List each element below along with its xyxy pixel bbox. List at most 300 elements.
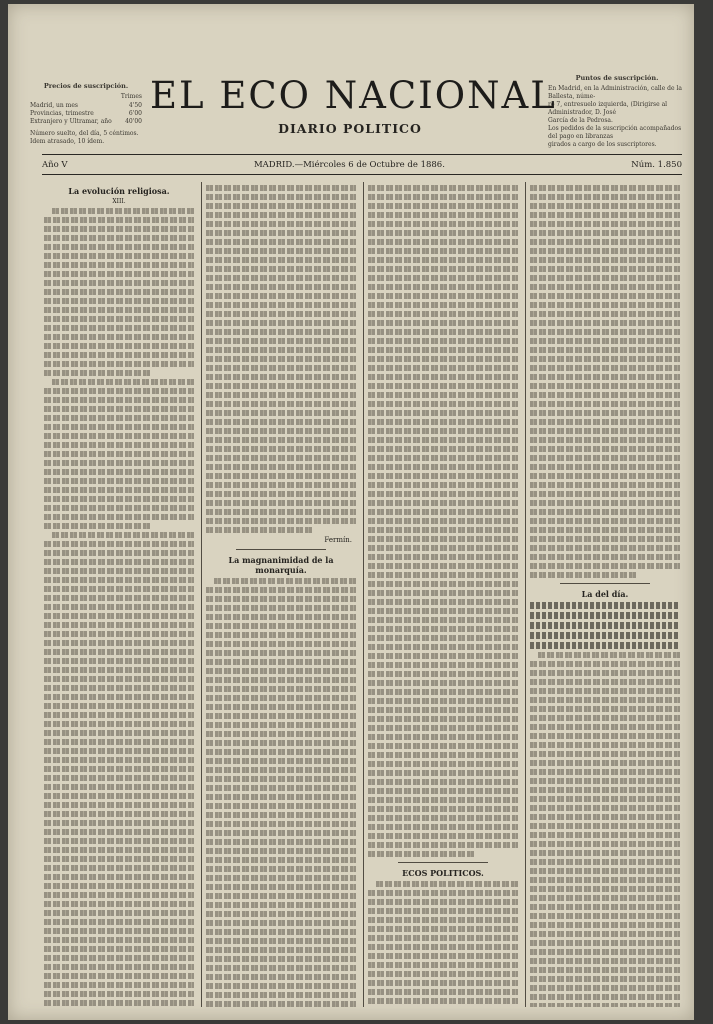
text-line [368,392,518,398]
text-line [368,797,518,803]
price-note: Número suelto, del día, 5 céntimos. [30,130,139,137]
text-line [368,998,518,1004]
text-line [530,967,680,973]
text-line [368,239,518,245]
text-line [44,820,194,826]
text-line [368,662,518,668]
article-body [206,578,356,1007]
text-line [206,194,356,200]
text-line [368,482,518,488]
text-line [368,545,518,551]
text-line [368,473,518,479]
text-line [44,937,194,943]
text-line [44,676,194,682]
text-line [530,554,680,560]
text-line [206,857,356,863]
text-line [530,356,680,362]
text-line [530,850,680,856]
text-line [368,653,518,659]
text-line [368,989,518,995]
subscription-points-box [548,74,686,149]
text-line [368,935,518,941]
text-line [368,554,518,560]
text-line [206,740,356,746]
newspaper-title: EL ECO NACIONAL [150,74,557,117]
text-line [206,803,356,809]
text-line [530,419,680,425]
text-line [44,217,194,223]
text-line [44,784,194,790]
text-line [206,623,356,629]
text-line [530,913,680,919]
text-line [530,796,680,802]
text-line [530,500,680,506]
text-line [206,947,356,953]
text-line [206,632,356,638]
text-line [368,419,518,425]
text-line [530,266,680,272]
text-line [368,203,518,209]
article-columns [42,182,686,1007]
text-line [44,523,152,529]
text-line [44,847,194,853]
text-line [206,365,356,371]
text-line [206,929,356,935]
text-line [206,203,356,209]
newspaper-page [8,4,694,1020]
text-line [44,478,194,484]
text-line [368,230,518,236]
text-line [530,410,680,416]
text-line [44,775,194,781]
text-line [530,994,680,1000]
text-line [44,703,194,709]
text-line [530,661,680,667]
text-line [368,734,518,740]
text-line [44,343,194,349]
text-line [530,814,680,820]
text-line [44,649,194,655]
text-line [530,221,680,227]
text-line [52,532,194,538]
issue-date: MADRID.—Miércoles 6 de Octubre de 1886. [253,160,445,170]
text-line [206,428,356,434]
text-line [368,725,518,731]
text-line [368,971,518,977]
text-line [44,577,194,583]
text-line [530,688,680,694]
text-line [44,892,194,898]
text-line [206,500,356,506]
text-line [530,383,680,389]
text-line [44,406,194,412]
text-line [368,824,518,830]
article-separator [236,549,326,550]
text-line [368,833,518,839]
text-line [530,940,680,946]
text-line [530,347,680,353]
text-line [206,839,356,845]
article-body [530,602,680,1007]
text-line [368,752,518,758]
text-line [530,697,680,703]
text-line [530,602,680,609]
text-line [530,239,680,245]
text-line [44,955,194,961]
text-line [368,635,518,641]
subscription-points-line: En Madrid, en la Administración, calle de la Ballesta, núme- [548,85,682,100]
text-line [530,428,680,434]
text-line [530,823,680,829]
text-line [530,320,680,326]
text-line [530,949,680,955]
article-title: ECOS POLITICOS. [402,868,484,878]
article-body [368,881,518,1007]
text-line [206,212,356,218]
text-line [206,911,356,917]
text-line [44,667,194,673]
text-line [368,347,518,353]
text-line [368,572,518,578]
text-line [530,751,680,757]
text-line [368,842,518,848]
text-line [368,185,518,191]
text-line [206,992,356,998]
text-line [368,599,518,605]
text-line [368,617,518,623]
text-line [44,541,194,547]
text-line [368,908,518,914]
text-line [368,509,518,515]
text-line [530,612,680,619]
text-line [206,185,356,191]
text-line [530,787,680,793]
text-line [530,527,680,533]
text-line [206,785,356,791]
text-line [206,749,356,755]
text-line [530,275,680,281]
text-line [368,953,518,959]
text-line [368,455,518,461]
text-line [530,724,680,730]
text-line [206,866,356,872]
text-line [206,605,356,611]
text-line [368,899,518,905]
text-line [44,316,194,322]
text-line [44,388,194,394]
text-line [538,652,680,658]
text-line [368,446,518,452]
header-rule [42,154,682,155]
header-rule [42,174,682,175]
text-line [206,518,356,524]
text-line [206,374,356,380]
text-line [206,830,356,836]
text-line [44,451,194,457]
text-line [206,596,356,602]
text-line [44,370,152,376]
article-body [530,185,680,578]
text-line [206,902,356,908]
text-line [368,374,518,380]
text-line [530,670,680,676]
text-line [368,401,518,407]
text-line [44,901,194,907]
text-line [206,686,356,692]
text-line [206,1001,356,1007]
text-line [44,226,194,232]
text-line [44,352,194,358]
text-line [44,640,194,646]
text-line [368,626,518,632]
text-line [530,311,680,317]
text-line [44,658,194,664]
text-line [368,311,518,317]
text-line [530,338,680,344]
text-line [368,284,518,290]
text-line [44,280,194,286]
column-1 [44,182,194,1007]
text-line [206,920,356,926]
text-line [44,595,194,601]
text-line [368,536,518,542]
issue-year: Año V [42,160,68,170]
text-line [44,325,194,331]
text-line [368,266,518,272]
column-rule [201,182,202,1007]
masthead-area [8,4,694,179]
text-line [206,509,356,515]
text-line [206,821,356,827]
text-line [206,347,356,353]
text-line [52,208,194,214]
text-line [206,419,356,425]
text-line [368,491,518,497]
text-line [368,944,518,950]
text-line [368,806,518,812]
text-line [368,716,518,722]
subscription-points-line: ro 7, entresuelo izquierda, (Dirigirse al Administrador, D. José [548,101,668,116]
text-line [206,695,356,701]
text-line [44,811,194,817]
text-line [530,622,680,629]
text-line [44,397,194,403]
text-line [530,832,680,838]
text-line [530,877,680,883]
price-column-label: Trimes [120,93,142,100]
article-title: La evolución religiosa. [68,186,170,196]
text-line [206,848,356,854]
text-line [206,410,356,416]
text-line [44,685,194,691]
newspaper-subtitle: DIARIO POLITICO [278,121,422,136]
text-line [530,632,680,639]
text-line [44,253,194,259]
text-line [206,713,356,719]
text-line [530,365,680,371]
text-line [44,739,194,745]
article-body [206,185,356,533]
text-line [206,704,356,710]
text-line [44,910,194,916]
text-line [368,527,518,533]
column-rule [525,182,526,1007]
text-line [44,361,194,367]
text-line [368,890,518,896]
text-line [530,931,680,937]
text-line [44,415,194,421]
text-line [368,428,518,434]
text-line [530,895,680,901]
text-line [44,469,194,475]
issue-info-line [42,160,682,170]
text-line [44,235,194,241]
text-line [530,563,680,569]
text-line [368,464,518,470]
text-line [206,230,356,236]
text-line [44,721,194,727]
text-line [530,329,680,335]
text-line [44,442,194,448]
text-line [206,473,356,479]
text-line [530,455,680,461]
text-line [44,262,194,268]
text-line [206,614,356,620]
text-line [530,733,680,739]
text-line [530,904,680,910]
text-line [368,590,518,596]
text-line [206,722,356,728]
text-line [44,568,194,574]
text-line [368,383,518,389]
column-4 [530,182,680,1007]
text-line [206,974,356,980]
text-line [530,985,680,991]
subscription-prices-box [30,82,142,146]
text-line [530,679,680,685]
text-line [530,194,680,200]
text-line [368,779,518,785]
text-line [530,185,680,191]
text-line [206,383,356,389]
text-line [530,464,680,470]
text-line [368,248,518,254]
text-line [206,257,356,263]
price-row: Provincias, trimestre 6'00 [30,110,142,117]
article-body [368,185,518,857]
text-line [206,776,356,782]
text-line [206,884,356,890]
subscription-points-title: Puntos de suscripción. [575,74,659,82]
text-line [368,320,518,326]
text-line [368,257,518,263]
text-line [44,766,194,772]
text-line [206,794,356,800]
issue-number: Núm. 1.850 [631,160,682,170]
text-line [368,926,518,932]
column-2 [206,182,356,1007]
text-line [206,893,356,899]
text-line [206,275,356,281]
text-line [530,1003,680,1007]
article-title: La del día. [581,589,629,599]
text-line [368,563,518,569]
text-line [530,392,680,398]
text-line [530,518,680,524]
text-line [530,841,680,847]
text-line [530,482,680,488]
text-line [530,257,680,263]
article-signature: Fermín. [324,536,352,544]
text-line [44,856,194,862]
text-line [206,284,356,290]
text-line [44,829,194,835]
text-line [44,730,194,736]
text-line [206,401,356,407]
text-line [206,983,356,989]
text-line [206,527,314,533]
text-line [44,919,194,925]
text-line [368,293,518,299]
text-line [530,976,680,982]
article-body [44,208,194,1007]
text-line [206,758,356,764]
subscription-points-line: girados a cargo de los suscriptores. [548,141,657,148]
text-line [368,356,518,362]
text-line [206,446,356,452]
text-line [206,938,356,944]
text-line [530,536,680,542]
text-line [530,769,680,775]
text-line [368,500,518,506]
text-line [44,838,194,844]
text-line [206,587,356,593]
text-line [44,622,194,628]
text-line [44,748,194,754]
text-line [530,886,680,892]
text-line [206,731,356,737]
text-line [206,875,356,881]
text-line [44,883,194,889]
text-line [530,760,680,766]
text-line [44,424,194,430]
text-line [530,284,680,290]
price-row: Extranjero y Ultramar, año 40'00 [30,118,142,125]
text-line [206,293,356,299]
text-line [44,289,194,295]
text-line [530,868,680,874]
text-line [368,917,518,923]
text-line [206,650,356,656]
text-line [368,608,518,614]
text-line [44,460,194,466]
text-line [368,671,518,677]
text-line [44,946,194,952]
text-line [368,212,518,218]
text-line [206,767,356,773]
text-line [44,604,194,610]
subscription-points-line: Los pedidos de la suscripción acompañados del pago en libranzas [548,125,682,140]
text-line [44,334,194,340]
text-line [206,266,356,272]
text-line [530,742,680,748]
text-line [368,275,518,281]
price-row: Madrid, un mes 4'50 [30,102,142,109]
text-line [530,446,680,452]
price-note: Idem atrasado, 10 ídem. [30,138,105,145]
article-title: La magnanimidad de la monarquía. [228,555,334,575]
text-line [206,956,356,962]
